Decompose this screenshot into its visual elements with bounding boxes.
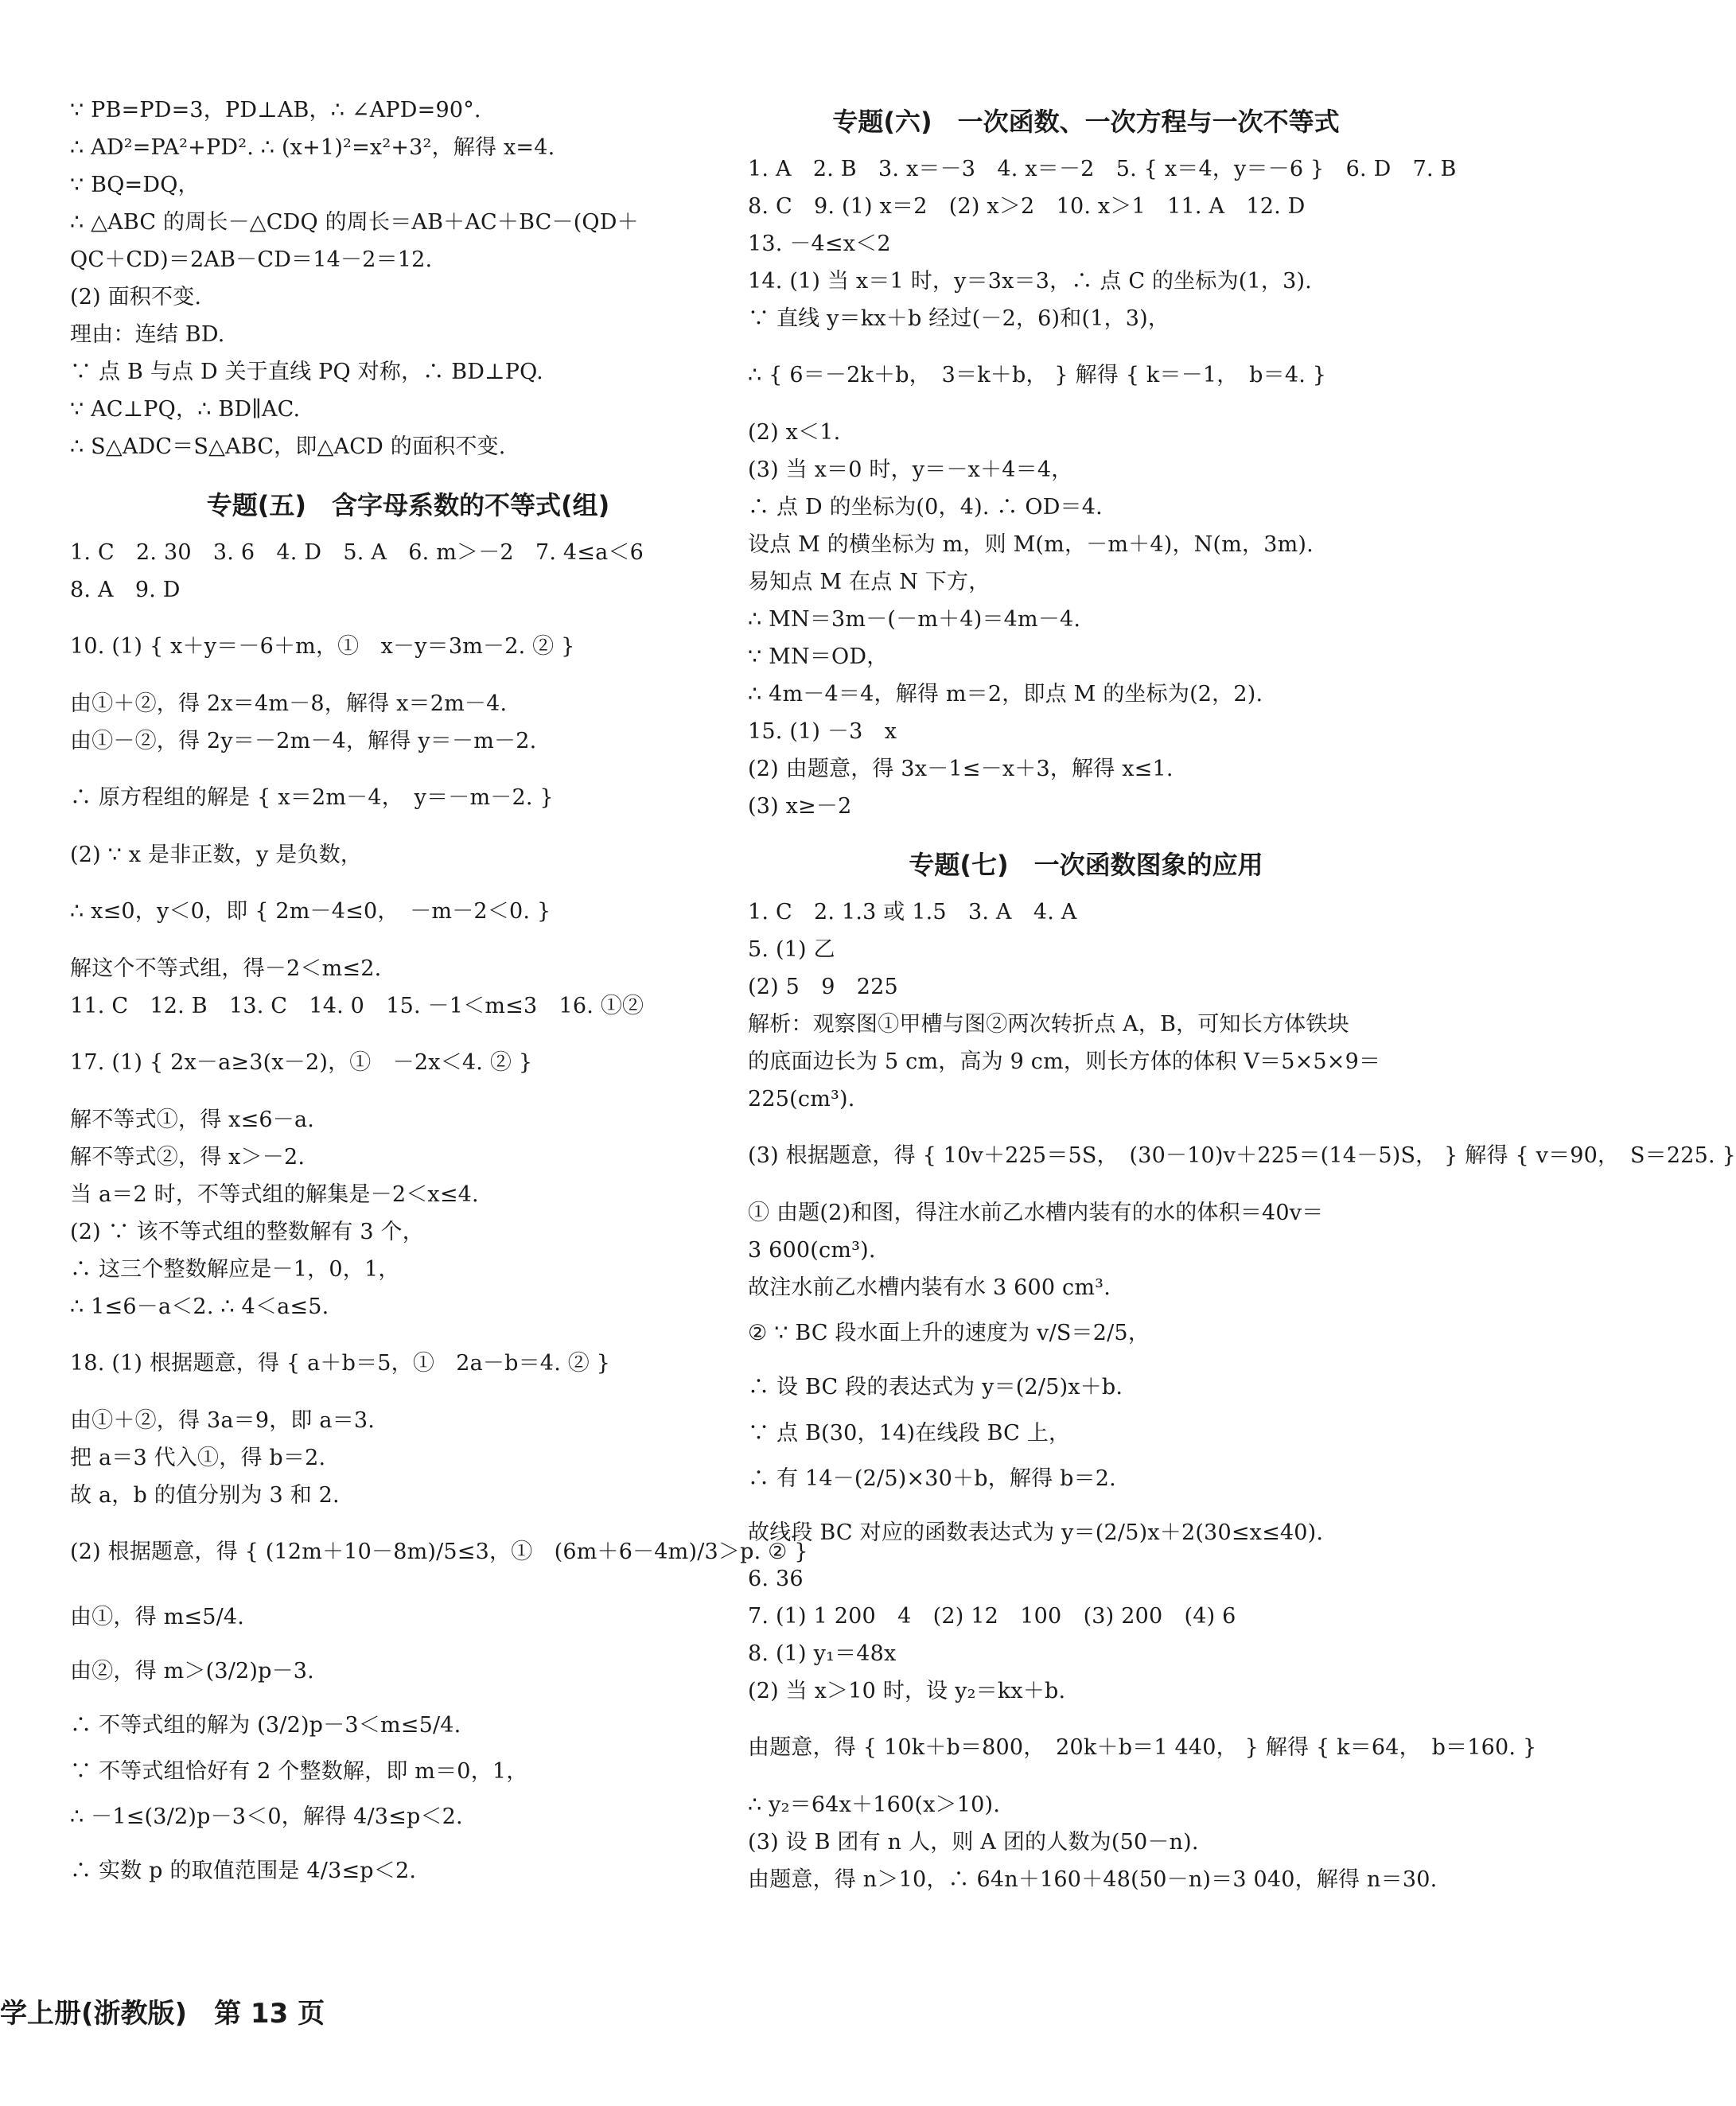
answer-line: QC＋CD)＝2AB－CD＝14－2＝12. [70, 247, 433, 272]
answer-line: 18. (1) 根据题意，得 { a＋b＝5，① 2a－b＝4. ② } [70, 1351, 611, 1376]
section-heading: 专题(五) 含字母系数的不等式(组) [206, 490, 610, 520]
answer-line: (3) 设 B 团有 n 人，则 A 团的人数为(50－n). [748, 1830, 1199, 1855]
answer-line: ∵ 直线 y＝kx＋b 经过(－2，6)和(1，3)， [748, 306, 1170, 331]
answer-line: 13. －4≤x＜2 [748, 232, 891, 256]
answer-line: 解析：观察图①甲槽与图②两次转折点 A，B，可知长方体铁块 [748, 1012, 1349, 1037]
answer-line: 8. A 9. D [70, 578, 181, 602]
answer-line: (3) x≥－2 [748, 794, 852, 819]
answer-line: 3 600(cm³). [748, 1238, 876, 1263]
answer-line: 由①＋②，得 2x＝4m－8，解得 x＝2m－4. [70, 691, 508, 716]
answer-line: 理由：连结 BD. [70, 322, 225, 347]
section-heading: 专题(七) 一次函数图象的应用 [909, 850, 1263, 880]
answer-line: ∴ S△ADC＝S△ABC，即△ACD 的面积不变. [70, 434, 506, 459]
answer-line: ∴ △ABC 的周长－△CDQ 的周长＝AB＋AC＋BC－(QD＋ [70, 210, 639, 235]
answer-line: ∴ MN＝3m－(－m＋4)＝4m－4. [748, 607, 1081, 632]
answer-line: ∵ 点 B 与点 D 关于直线 PQ 对称，∴ BD⊥PQ. [70, 360, 543, 384]
answer-line: 故线段 BC 对应的函数表达式为 y＝(2/5)x＋2(30≤x≤40). [748, 1520, 1324, 1545]
answer-line: 17. (1) { 2x－a≥3(x－2)，① －2x＜4. ② } [70, 1050, 533, 1075]
answer-line: (2) 面积不变. [70, 285, 202, 309]
answer-line: 当 a＝2 时，不等式组的解集是－2＜x≤4. [70, 1182, 479, 1207]
answer-line: ∵ 点 B(30，14)在线段 BC 上， [748, 1421, 1071, 1446]
answer-line: 由①＋②，得 3a＝9，即 a＝3. [70, 1408, 376, 1433]
answer-line: ∴ 1≤6－a＜2. ∴ 4＜a≤5. [70, 1294, 329, 1319]
answer-line: 由题意，得 n＞10，∴ 64n＋160＋48(50－n)＝3 040，解得 n＝30. [748, 1867, 1438, 1892]
answer-line: ∴ x≤0，y＜0，即 { 2m－4≤0， －m－2＜0. } [70, 899, 551, 924]
answer-line: 7. (1) 1 200 4 (2) 12 100 (3) 200 (4) 6 [748, 1604, 1236, 1629]
answer-line: ∴ －1≤(3/2)p－3＜0，解得 4/3≤p＜2. [70, 1804, 463, 1829]
answer-line: 15. (1) －3 x [748, 719, 897, 744]
answer-line: 14. (1) 当 x＝1 时，y＝3x＝3，∴ 点 C 的坐标为(1，3). [748, 269, 1312, 294]
answer-line: 1. C 2. 1.3 或 1.5 3. A 4. A [748, 900, 1077, 925]
answer-line: 225(cm³). [748, 1087, 855, 1111]
answer-line: 6. 36 [748, 1567, 804, 1591]
answer-line: 由①－②，得 2y＝－2m－4，解得 y＝－m－2. [70, 729, 537, 753]
answer-line: ∴ 不等式组的解为 (3/2)p－3＜m≤5/4. [70, 1713, 461, 1738]
answer-line: ∵ AC⊥PQ，∴ BD∥AC. [70, 397, 301, 422]
answer-line: 易知点 M 在点 N 下方， [748, 570, 991, 594]
page-footer: 学上册(浙教版) 第 13 页 [0, 1998, 325, 2030]
answer-line: 5. (1) 乙 [748, 937, 835, 962]
answer-line: ∴ { 6＝－2k＋b， 3＝k＋b， } 解得 { k＝－1， b＝4. } [748, 363, 1327, 387]
answer-line: 故 a，b 的值分别为 3 和 2. [70, 1483, 340, 1508]
answer-line: ∴ 这三个整数解应是－1，0，1， [70, 1257, 400, 1282]
answer-line: 解不等式②，得 x＞－2. [70, 1145, 306, 1170]
answer-line: 1. A 2. B 3. x＝－3 4. x＝－2 5. { x＝4，y＝－6 } 6. D 7. B [748, 157, 1457, 181]
answer-line: (2) 由题意，得 3x－1≤－x＋3，解得 x≤1. [748, 757, 1174, 781]
answer-line: (2) x＜1. [748, 420, 841, 445]
answer-line: ∴ y₂＝64x＋160(x＞10). [748, 1793, 1000, 1817]
answer-line: (3) 当 x＝0 时，y＝－x＋4＝4， [748, 457, 1073, 482]
answer-line: ∵ PB=PD=3，PD⊥AB，∴ ∠APD=90°. [70, 98, 481, 123]
answer-line: ∵ 不等式组恰好有 2 个整数解，即 m＝0，1， [70, 1759, 528, 1784]
answer-line: 设点 M 的横坐标为 m，则 M(m，－m＋4)，N(m，3m). [748, 532, 1314, 557]
right-column [748, 91, 1736, 1898]
answer-line: ∴ 点 D 的坐标为(0，4). ∴ OD＝4. [748, 495, 1103, 520]
answer-line: (2) ∵ x 是非正数，y 是负数， [70, 843, 363, 867]
answer-line: ∴ 有 14－(2/5)×30＋b，解得 b＝2. [748, 1466, 1116, 1491]
answer-line: 把 a＝3 代入①，得 b＝2. [70, 1446, 326, 1470]
answer-line: ∵ MN＝OD， [748, 644, 889, 669]
answer-line: (2) 当 x＞10 时，设 y₂＝kx＋b. [748, 1679, 1066, 1703]
answer-line: 由①，得 m≤5/4. [70, 1605, 245, 1629]
answer-line: (3) 根据题意，得 { 10v＋225＝5S， (30－10)v＋225＝(14－5)S， } 解得 { v＝90， S＝225. } [748, 1143, 1736, 1168]
answer-line: ∴ 4m－4＝4，解得 m＝2，即点 M 的坐标为(2，2). [748, 682, 1263, 707]
answer-line: 故注水前乙水槽内装有水 3 600 cm³. [748, 1275, 1111, 1300]
answer-line: 1. C 2. 30 3. 6 4. D 5. A 6. m＞－2 7. 4≤a＜6 [70, 540, 644, 565]
answer-line: 11. C 12. B 13. C 14. 0 15. －1＜m≤3 16. ①② [70, 994, 644, 1018]
answer-line: ∴ 原方程组的解是 { x＝2m－4， y＝－m－2. } [70, 785, 554, 810]
answer-line: 由②，得 m＞(3/2)p－3. [70, 1659, 314, 1684]
answer-line: ∴ AD²=PA²+PD². ∴ (x+1)²=x²+3²，解得 x=4. [70, 135, 555, 160]
answer-line: 8. (1) y₁＝48x [748, 1641, 897, 1666]
answer-line: (2) ∵ 该不等式组的整数解有 3 个， [70, 1220, 424, 1244]
section-heading: 专题(六) 一次函数、一次方程与一次不等式 [832, 107, 1340, 137]
answer-line: 10. (1) { x＋y＝－6＋m，① x－y＝3m－2. ② } [70, 634, 575, 659]
answer-line: ① 由题(2)和图，得注水前乙水槽内装有的水的体积＝40v＝ [748, 1201, 1324, 1225]
answer-line: 解不等式①，得 x≤6－a. [70, 1107, 315, 1132]
answer-line: (2) 根据题意，得 { (12m＋10－8m)/5≤3，① (6m＋6－4m)/3＞p. ② } [70, 1540, 808, 1564]
answer-line: ② ∵ BC 段水面上升的速度为 v/S＝2/5， [748, 1321, 1150, 1345]
answer-line: ∵ BQ=DQ， [70, 173, 200, 197]
answer-line: 由题意，得 { 10k＋b＝800， 20k＋b＝1 440， } 解得 { k＝64， b＝160. } [748, 1735, 1537, 1760]
answer-line: ∴ 实数 p 的取值范围是 4/3≤p＜2. [70, 1859, 417, 1883]
answer-line: (2) 5 9 225 [748, 975, 898, 999]
answer-line: 的底面边长为 5 cm，高为 9 cm，则长方体的体积 V＝5×5×9＝ [748, 1049, 1381, 1074]
answer-line: 8. C 9. (1) x＝2 (2) x＞2 10. x＞1 11. A 12. D [748, 194, 1306, 219]
answer-line: 解这个不等式组，得－2＜m≤2. [70, 956, 382, 981]
answer-line: ∴ 设 BC 段的表达式为 y＝(2/5)x＋b. [748, 1375, 1123, 1399]
